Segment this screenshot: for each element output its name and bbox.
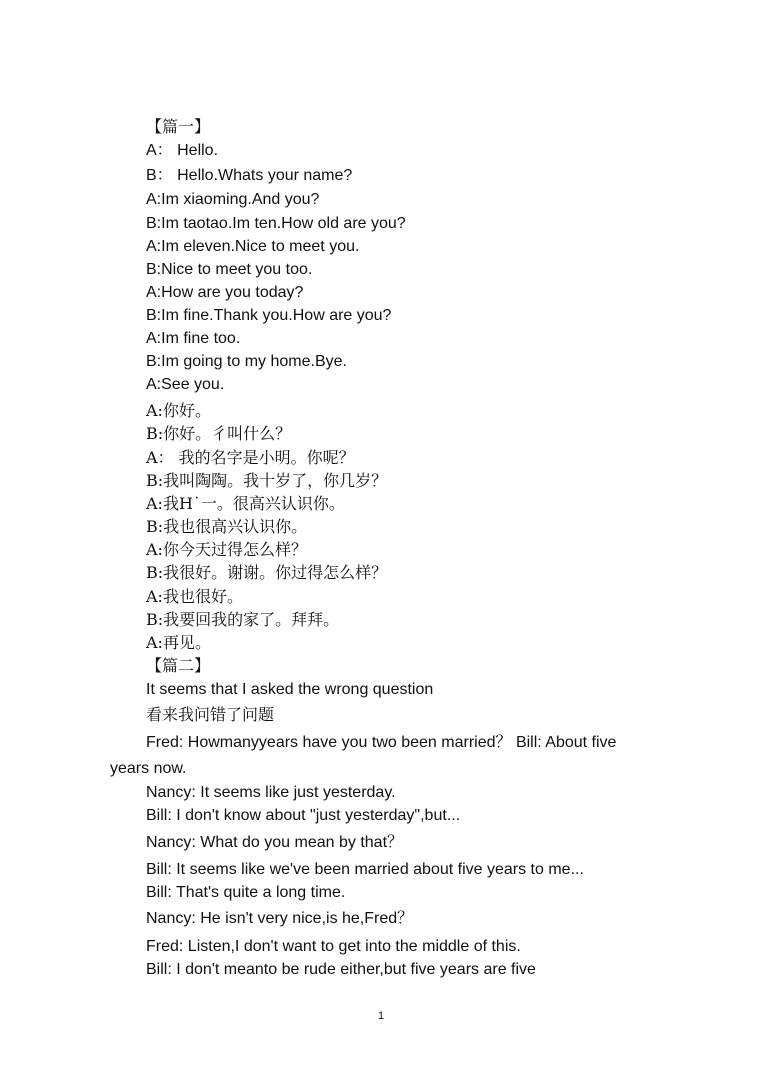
section-heading-two: 【篇二】: [146, 656, 211, 675]
dialogue-line-chinese: A:我H˙一。很高兴认识你。: [146, 494, 345, 513]
dialogue-line-chinese: B:我很好。谢谢。你过得怎么样？: [146, 563, 388, 582]
dialogue-line-chinese: B:我也很高兴认识你。: [146, 517, 308, 536]
dialogue-line-chinese: A:你好。: [146, 401, 211, 420]
story-title-chinese: 看来我问错了问题: [146, 705, 275, 724]
dialogue-line: B:Im taotao.Im ten.How old are you?: [146, 215, 406, 232]
dialogue-line: B:Nice to meet you too.: [146, 261, 313, 278]
dialogue-line: B:Im going to my home.Bye.: [146, 353, 347, 370]
dialogue-line-chinese: A:再见。: [146, 633, 211, 652]
dialogue-line-chinese: A:我也很好。: [146, 587, 243, 606]
dialogue-line: Bill: That's quite a long time.: [146, 884, 346, 901]
dialogue-line: Nancy: What do you mean by that？: [146, 834, 404, 851]
page-number: 1: [377, 1010, 385, 1022]
dialogue-line: Nancy: He isn't very nice,is he,Fred？: [146, 910, 414, 927]
section-heading-one: 【篇一】: [146, 117, 211, 136]
dialogue-line-chinese: B:我叫陶陶。我十岁了，你几岁？: [146, 471, 388, 490]
dialogue-line: Fred: Listen,I don't want to get into the middle of this.: [146, 938, 521, 955]
dialogue-line-chinese: B:我要回我的家了。拜拜。: [146, 610, 340, 629]
dialogue-line: Fred: Howmanyyears have you two been married？ Bill: About five: [146, 734, 617, 751]
dialogue-line-continuation: years now.: [110, 760, 187, 777]
dialogue-line: A:How are you today?: [146, 284, 304, 301]
dialogue-line: B:Im fine.Thank you.How are you?: [146, 307, 392, 324]
dialogue-line: B： Hello.Whats your name?: [146, 167, 353, 184]
dialogue-line: A:Im eleven.Nice to meet you.: [146, 238, 360, 255]
dialogue-line: Bill: I don't know about "just yesterday",but...: [146, 807, 461, 824]
dialogue-line: Nancy: It seems like just yesterday.: [146, 784, 396, 801]
dialogue-line: A:Im xiaoming.And you?: [146, 191, 320, 208]
dialogue-line-chinese: A： 我的名字是小明。你呢？: [146, 448, 355, 467]
dialogue-line: Bill: It seems like we've been married about five years to me...: [146, 861, 584, 878]
dialogue-line-chinese: A:你今天过得怎么样？: [146, 540, 307, 559]
dialogue-line: A:See you.: [146, 376, 225, 393]
story-title: It seems that I asked the wrong question: [146, 681, 434, 698]
dialogue-line: Bill: I don't meanto be rude either,but five years are five: [146, 961, 536, 978]
dialogue-line-chinese: B:你好。彳叫什么？: [146, 424, 292, 443]
dialogue-line: A： Hello.: [146, 142, 219, 159]
dialogue-line: A:Im fine too.: [146, 330, 241, 347]
